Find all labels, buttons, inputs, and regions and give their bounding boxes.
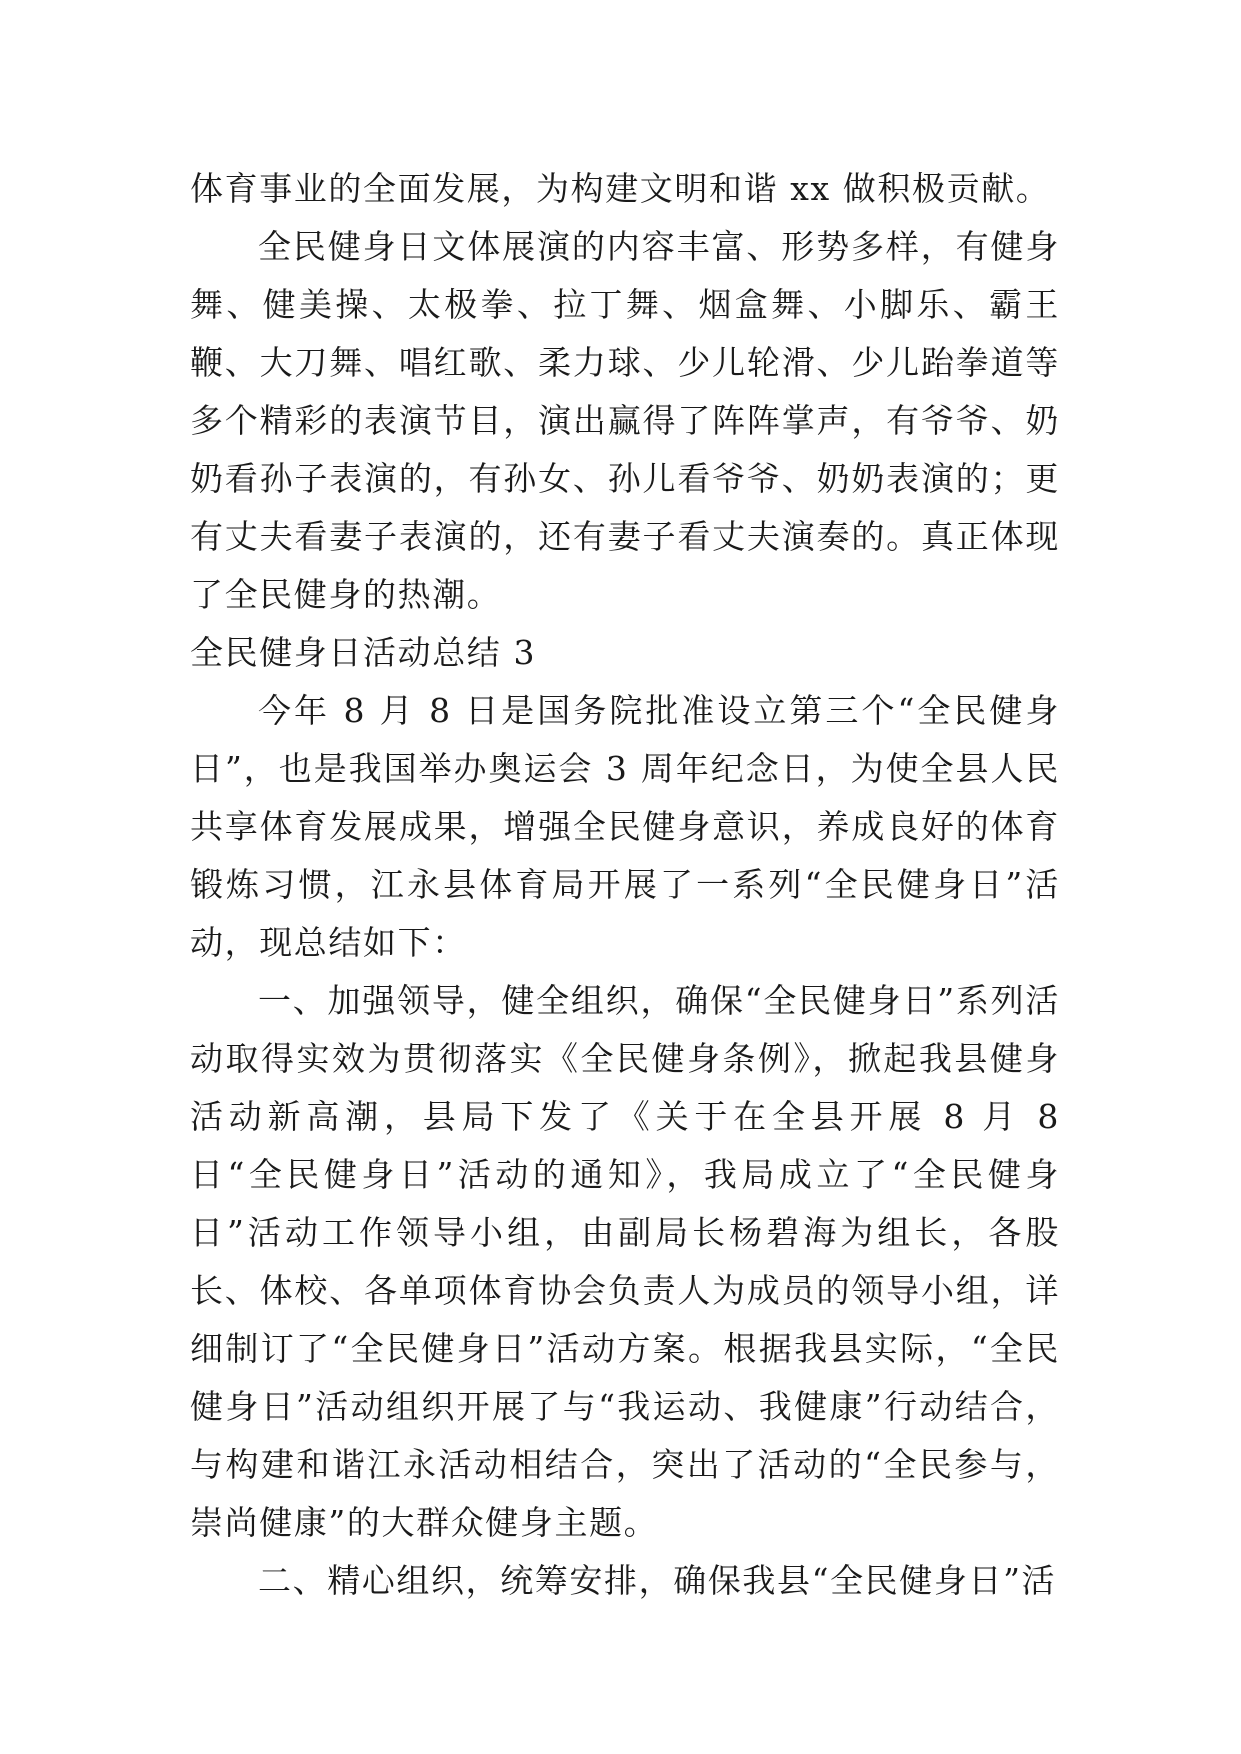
document-page	[190, 160, 1060, 1610]
paragraph-section-two: 二、精心组织，统筹安排，确保我县“全民健身日”活	[258, 1561, 1057, 1600]
paragraph-intro: 今年 8 月 8 日是国务院批准设立第三个“全民健身日”，也是我国举办奥运会 3 周年纪念日，为使全县人民共享体育发展成果，增强全民健身意识，养成良好的体育锻炼习惯，江永县体育局开展了一系列“全民健身日”活动，现总结如下：	[190, 691, 1060, 962]
paragraph-performance: 全民健身日文体展演的内容丰富、形势多样，有健身舞、健美操、太极拳、拉丁舞、烟盒舞、小脚乐、霸王鞭、大刀舞、唱红歌、柔力球、少儿轮滑、少儿跆拳道等多个精彩的表演节目，演出赢得了阵阵掌声，有爷爷、奶奶看孙子表演的，有孙女、孙儿看爷爷、奶奶表演的；更有丈夫看妻子表演的，还有妻子看丈夫演奏的。真正体现了全民健身的热潮。	[190, 227, 1060, 614]
paragraph-continuation: 体育事业的全面发展，为构建文明和谐 xx 做积极贡献。	[190, 169, 1051, 208]
section-heading: 全民健身日活动总结 3	[190, 633, 537, 672]
paragraph-section-one: 一、加强领导，健全组织，确保“全民健身日”系列活动取得实效为贯彻落实《全民健身条例》，掀起我县健身活动新高潮，县局下发了《关于在全县开展 8 月 8 日“全民健身日”活动的通知》，我局成立了“全民健身日”活动工作领导小组，由副局长杨碧海为组长，各股长、体校、各单项体育协会负责人为成员的领导小组，详细制订了“全民健身日”活动方案。根据我县实际，“全民健身日”活动组织开展了与“我运动、我健康”行动结合，与构建和谐江永活动相结合，突出了活动的“全民参与，崇尚健康”的大群众健身主题。	[190, 981, 1060, 1542]
